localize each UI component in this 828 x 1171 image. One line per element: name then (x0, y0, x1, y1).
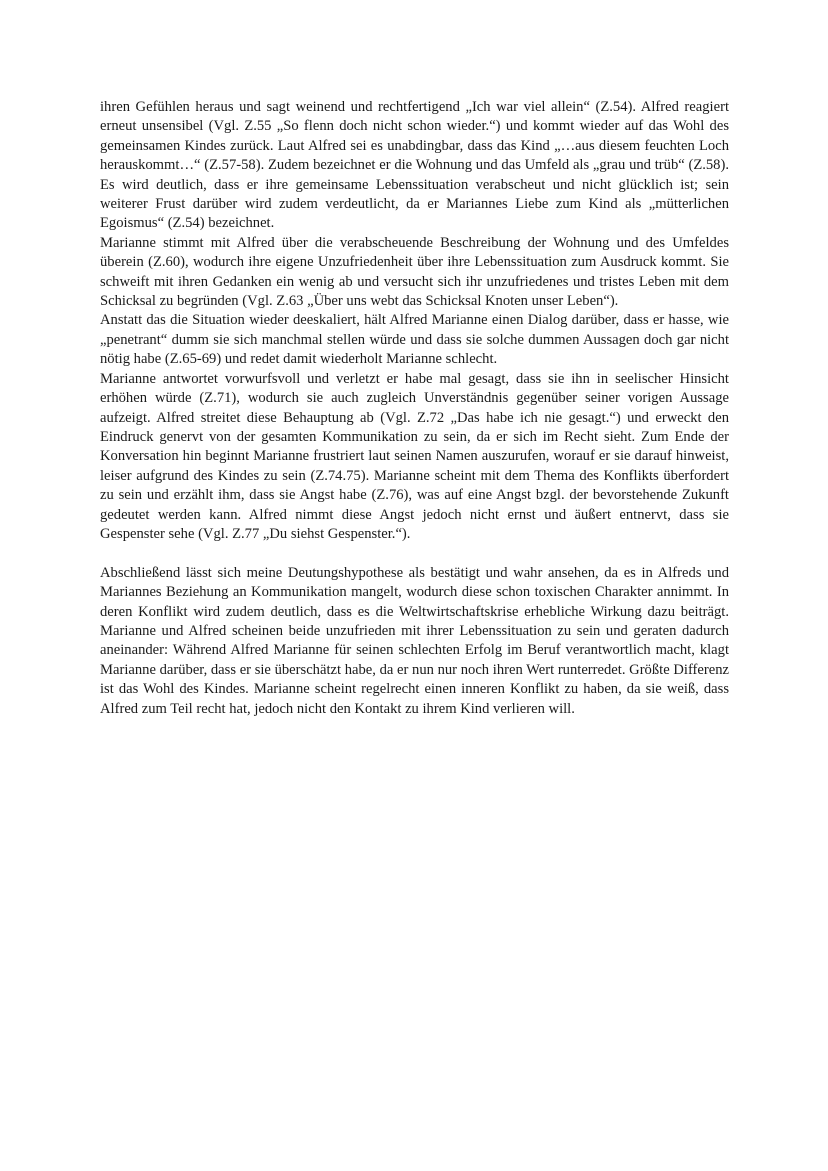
paragraph-alfred-dialog: Anstatt das die Situation wieder deeskaliert, hält Alfred Marianne einen Dialog darüber, dass er hasse, wie „penetrant“ dumm sie sich manchmal stellen würde und dass sie solche dummen Aussagen doch gar nicht nötig habe (Z.65-69) und redet damit wiederholt Marianne schlecht. (100, 312, 729, 368)
paragraph-marianne-answers: Marianne antwortet vorwurfsvoll und verletzt er habe mal gesagt, dass sie ihn in seelischer Hinsicht erhöhen würde (Z.71), wodurch sie auch zugleich Unverständnis gegenüber seiner vorigen Aussage aufzeigt. Alfred streitet diese Behauptung ab (Vgl. Z.72 „Das habe ich nie gesagt.“) und erweckt den Eindruck genervt von der gesamten Kommunikation zu sein, da er sich im Recht sieht. Zum Ende der Konversation hin beginnt Marianne frustriert laut seinen Namen auszurufen, worauf er sie darauf hinweist, leiser aufgrund des Kindes zu sein (Z.74.75). Marianne scheint mit dem Thema des Konflikts überfordert zu sein und erzählt ihm, dass sie Angst habe (Z.76), was auf eine Angst bzgl. der bevorstehende Zukunft gedeutet werden kann. Alfred nimmt diese Angst jedoch nicht ernst und äußert entnervt, dass sie Gespenster sehe (Vgl. Z.77 „Du siehst Gespenster.“). (100, 370, 729, 542)
paragraph-marianne-agrees: Marianne stimmt mit Alfred über die verabscheuende Beschreibung der Wohnung und des Umfeldes überein (Z.60), wodurch ihre eigene Unzufriedenheit über ihre Lebenssituation zum Ausdruck kommt. Sie schweift mit ihren Gedanken ein wenig ab und versucht sich ihr unzufriedenes und tristes Leben mit dem Schicksal zu begründen (Vgl. Z.63 „Über uns webt das Schicksal Knoten unser Leben“). (100, 234, 729, 310)
document-page (100, 98, 729, 719)
paragraph-conclusion: Abschließend lässt sich meine Deutungshypothese als bestätigt und wahr ansehen, da es in Alfreds und Mariannes Beziehung an Kommunikation mangelt, wodurch diese schon toxischen Charakter annimmt. In deren Konflikt wird zudem deutlich, dass es die Weltwirtschaftskrise erhebliche Wirkung dazu beiträgt. Marianne und Alfred scheinen beide unzufrieden mit ihrer Lebenssituation zu sein und geraten dadurch aneinander: Während Alfred Marianne für seinen schlechten Erfolg im Beruf verantwortlich macht, klagt Marianne darüber, dass er sie überschätzt habe, da er nun nur noch ihren Wert runterredet. Größte Differenz ist das Wohl des Kindes. Marianne scheint regelrecht einen inneren Konflikt zu haben, da sie weiß, dass Alfred zum Teil recht hat, jedoch nicht den Kontakt zu ihrem Kind verlieren will. (100, 564, 729, 717)
paragraph-alfred-reaction: ihren Gefühlen heraus und sagt weinend und rechtfertigend „Ich war viel allein“ (Z.54). Alfred reagiert erneut unsensibel (Vgl. Z.55 „So flenn doch nicht schon wieder.“) und kommt wieder auf das Wohl des gemeinsamen Kindes zurück. Laut Alfred sei es unabdingbar, dass das Kind „…aus diesem feuchten Loch herauskommt…“ (Z.57-58). Zudem bezeichnet er die Wohnung und das Umfeld als „grau und trüb“ (Z.58). Es wird deutlich, dass er ihre gemeinsame Lebenssituation verabscheut und nicht glücklich ist; sein weiterer Frust darüber wird zudem verdeutlicht, da er Mariannes Liebe zum Kind als „mütterlichen Egoismus“ (Z.54) bezeichnet. (100, 99, 729, 232)
paragraph-spacer (100, 544, 729, 563)
